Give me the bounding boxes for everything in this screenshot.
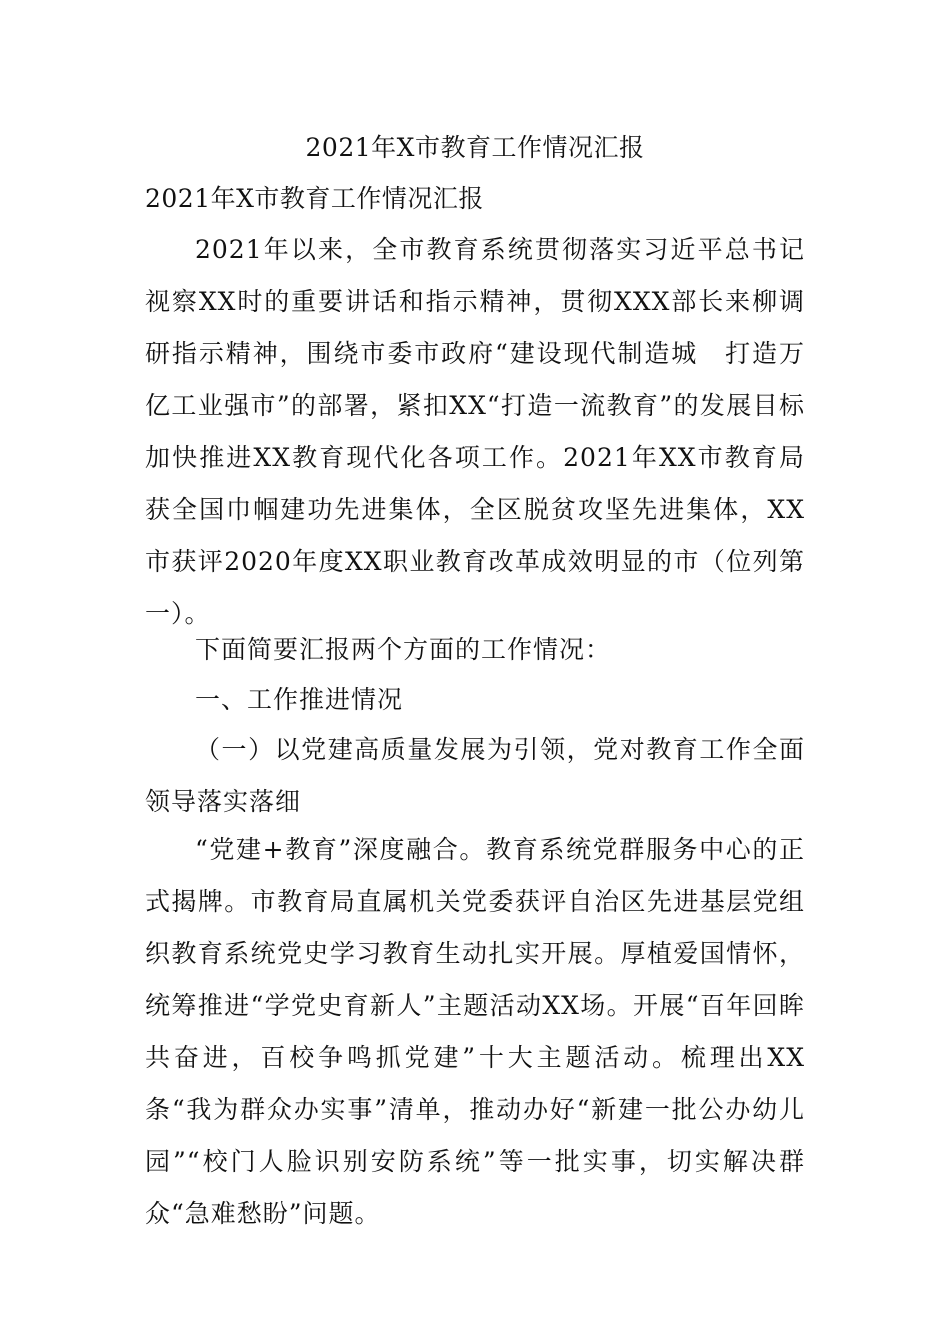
- paragraph-summary-lead: 下面简要汇报两个方面的工作情况：: [195, 635, 612, 664]
- paragraph-intro: 2021年以来，全市教育系统贯彻落实习近平总书记视察XX时的重要讲话和指示精神，贯彻XXX部长来柳调研指示精神，围绕市委市政府“建设现代制造城 打造万亿工业强市”的部署，紧扣XX“打造一流教育”的发展目标加快推进XX教育现代化各项工作。2021年XX市教育局获全国巾帼建功先进集体，全区脱贫攻坚先进集体，XX市获评2020年度XX职业教育改革成效明显的市（位列第一）。: [145, 235, 805, 628]
- paragraph-party-building: “党建+教育”深度融合。教育系统党群服务中心的正式揭牌。市教育局直属机关党委获评自治区先进基层党组织教育系统党史学习教育生动扎实开展。厚植爱国情怀，统筹推进“学党史育新人”主题活动XX场。开展“百年回眸共奋进，百校争鸣抓党建”十大主题活动。梳理出XX条“我为群众办实事”清单，推动办好“新建一批公办幼儿园”“校门人脸识别安防系统”等一批实事，切实解决群众“急难愁盼”问题。: [145, 835, 805, 1228]
- section-heading-1: 一、工作推进情况: [195, 685, 404, 714]
- document-subtitle: 2021年X市教育工作情况汇报: [145, 184, 484, 213]
- document-title: 2021年X市教育工作情况汇报: [305, 133, 645, 162]
- subsection-heading-1: （一）以党建高质量发展为引领，党对教育工作全面领导落实落细: [145, 735, 805, 816]
